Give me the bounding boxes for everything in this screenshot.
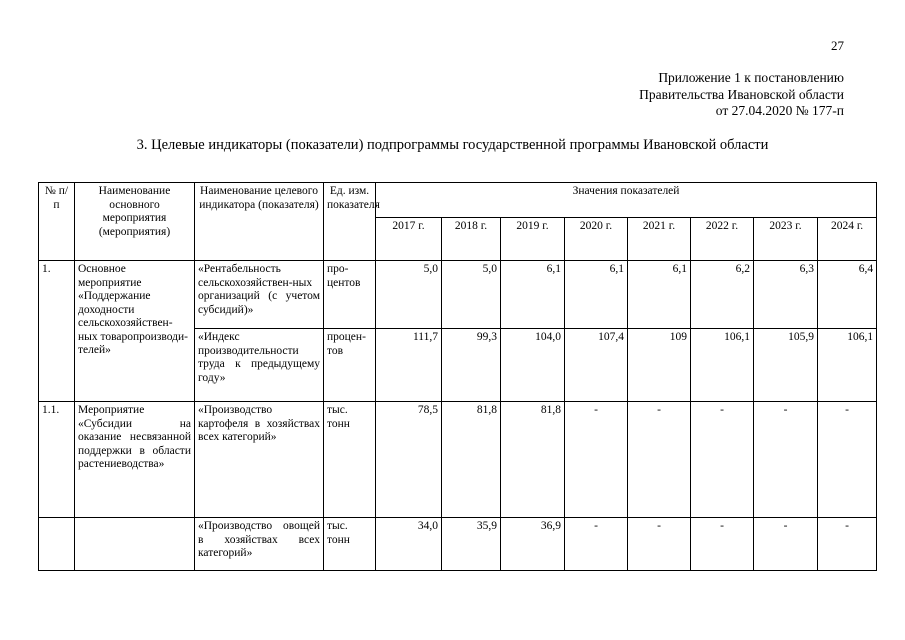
header-num: № п/п: [39, 183, 75, 261]
value-cell: 107,4: [565, 329, 628, 402]
unit: про-центов: [324, 261, 376, 329]
event-name: Основное мероприятие «Поддержание доходности сельскохозяйствен-ных товаропроизводи-телей»: [75, 261, 195, 402]
appendix-header: [639, 70, 844, 120]
document-title: 3. Целевые индикаторы (показатели) подпрограммы государственной программы Ивановской области: [136, 137, 769, 153]
header-year: 2018 г.: [442, 218, 501, 261]
value-cell: 6,1: [501, 261, 565, 329]
value-cell: 81,8: [501, 402, 565, 518]
value-cell: 34,0: [376, 518, 442, 571]
value-cell: 104,0: [501, 329, 565, 402]
header-year: 2021 г.: [628, 218, 691, 261]
value-cell: 6,3: [754, 261, 818, 329]
page-number: 27: [831, 38, 844, 53]
value-cell: 78,5: [376, 402, 442, 518]
value-cell: 6,1: [628, 261, 691, 329]
unit: тыс. тонн: [324, 402, 376, 518]
table-row: [39, 518, 877, 571]
value-cell: 105,9: [754, 329, 818, 402]
row-number: [39, 518, 75, 571]
header-event: Наименование основного мероприятия (мероприятия): [75, 183, 195, 261]
value-cell: -: [754, 518, 818, 571]
header-year: 2019 г.: [501, 218, 565, 261]
row-number: 1.: [39, 261, 75, 402]
value-cell: 6,1: [565, 261, 628, 329]
value-cell: -: [818, 518, 877, 571]
value-cell: 81,8: [442, 402, 501, 518]
header-indicator: Наименование целевого индикатора (показателя): [195, 183, 324, 261]
value-cell: -: [565, 518, 628, 571]
indicator-name: «Производство картофеля в хозяйствах всех категорий»: [195, 402, 324, 518]
value-cell: 111,7: [376, 329, 442, 402]
value-cell: 109: [628, 329, 691, 402]
appendix-line-3: от 27.04.2020 № 177-п: [715, 103, 844, 118]
value-cell: 5,0: [376, 261, 442, 329]
indicator-name: «Производство овощей в хозяйствах всех категорий»: [195, 518, 324, 571]
header-values: Значения показателей: [376, 183, 877, 218]
value-cell: 5,0: [442, 261, 501, 329]
indicators-table: [38, 182, 877, 571]
header-unit: Ед. изм. показателя: [324, 183, 376, 261]
value-cell: 6,2: [691, 261, 754, 329]
header-year: 2020 г.: [565, 218, 628, 261]
event-name: Мероприятие «Субсидии на оказание несвязанной поддержки в области растениеводства»: [75, 402, 195, 518]
appendix-line-1: Приложение 1 к постановлению: [658, 70, 844, 85]
value-cell: -: [754, 402, 818, 518]
header-year: 2024 г.: [818, 218, 877, 261]
value-cell: 36,9: [501, 518, 565, 571]
row-number: 1.1.: [39, 402, 75, 518]
value-cell: -: [628, 402, 691, 518]
header-year: 2022 г.: [691, 218, 754, 261]
value-cell: -: [818, 402, 877, 518]
indicator-name: «Индекс производительности труда к предыдущему году»: [195, 329, 324, 402]
indicator-name: «Рентабельность сельскохозяйствен-ных организаций (с учетом субсидий)»: [195, 261, 324, 329]
value-cell: 6,4: [818, 261, 877, 329]
appendix-line-2: Правительства Ивановской области: [639, 86, 844, 102]
value-cell: -: [565, 402, 628, 518]
unit: процен-тов: [324, 329, 376, 402]
value-cell: 106,1: [691, 329, 754, 402]
value-cell: 35,9: [442, 518, 501, 571]
header-year: 2017 г.: [376, 218, 442, 261]
table-row: [39, 261, 877, 329]
table-header-row: [39, 183, 877, 218]
header-year: 2023 г.: [754, 218, 818, 261]
value-cell: 99,3: [442, 329, 501, 402]
value-cell: 106,1: [818, 329, 877, 402]
value-cell: -: [691, 518, 754, 571]
value-cell: -: [628, 518, 691, 571]
unit: тыс. тонн: [324, 518, 376, 571]
event-name: [75, 518, 195, 571]
value-cell: -: [691, 402, 754, 518]
table-row: [39, 402, 877, 518]
